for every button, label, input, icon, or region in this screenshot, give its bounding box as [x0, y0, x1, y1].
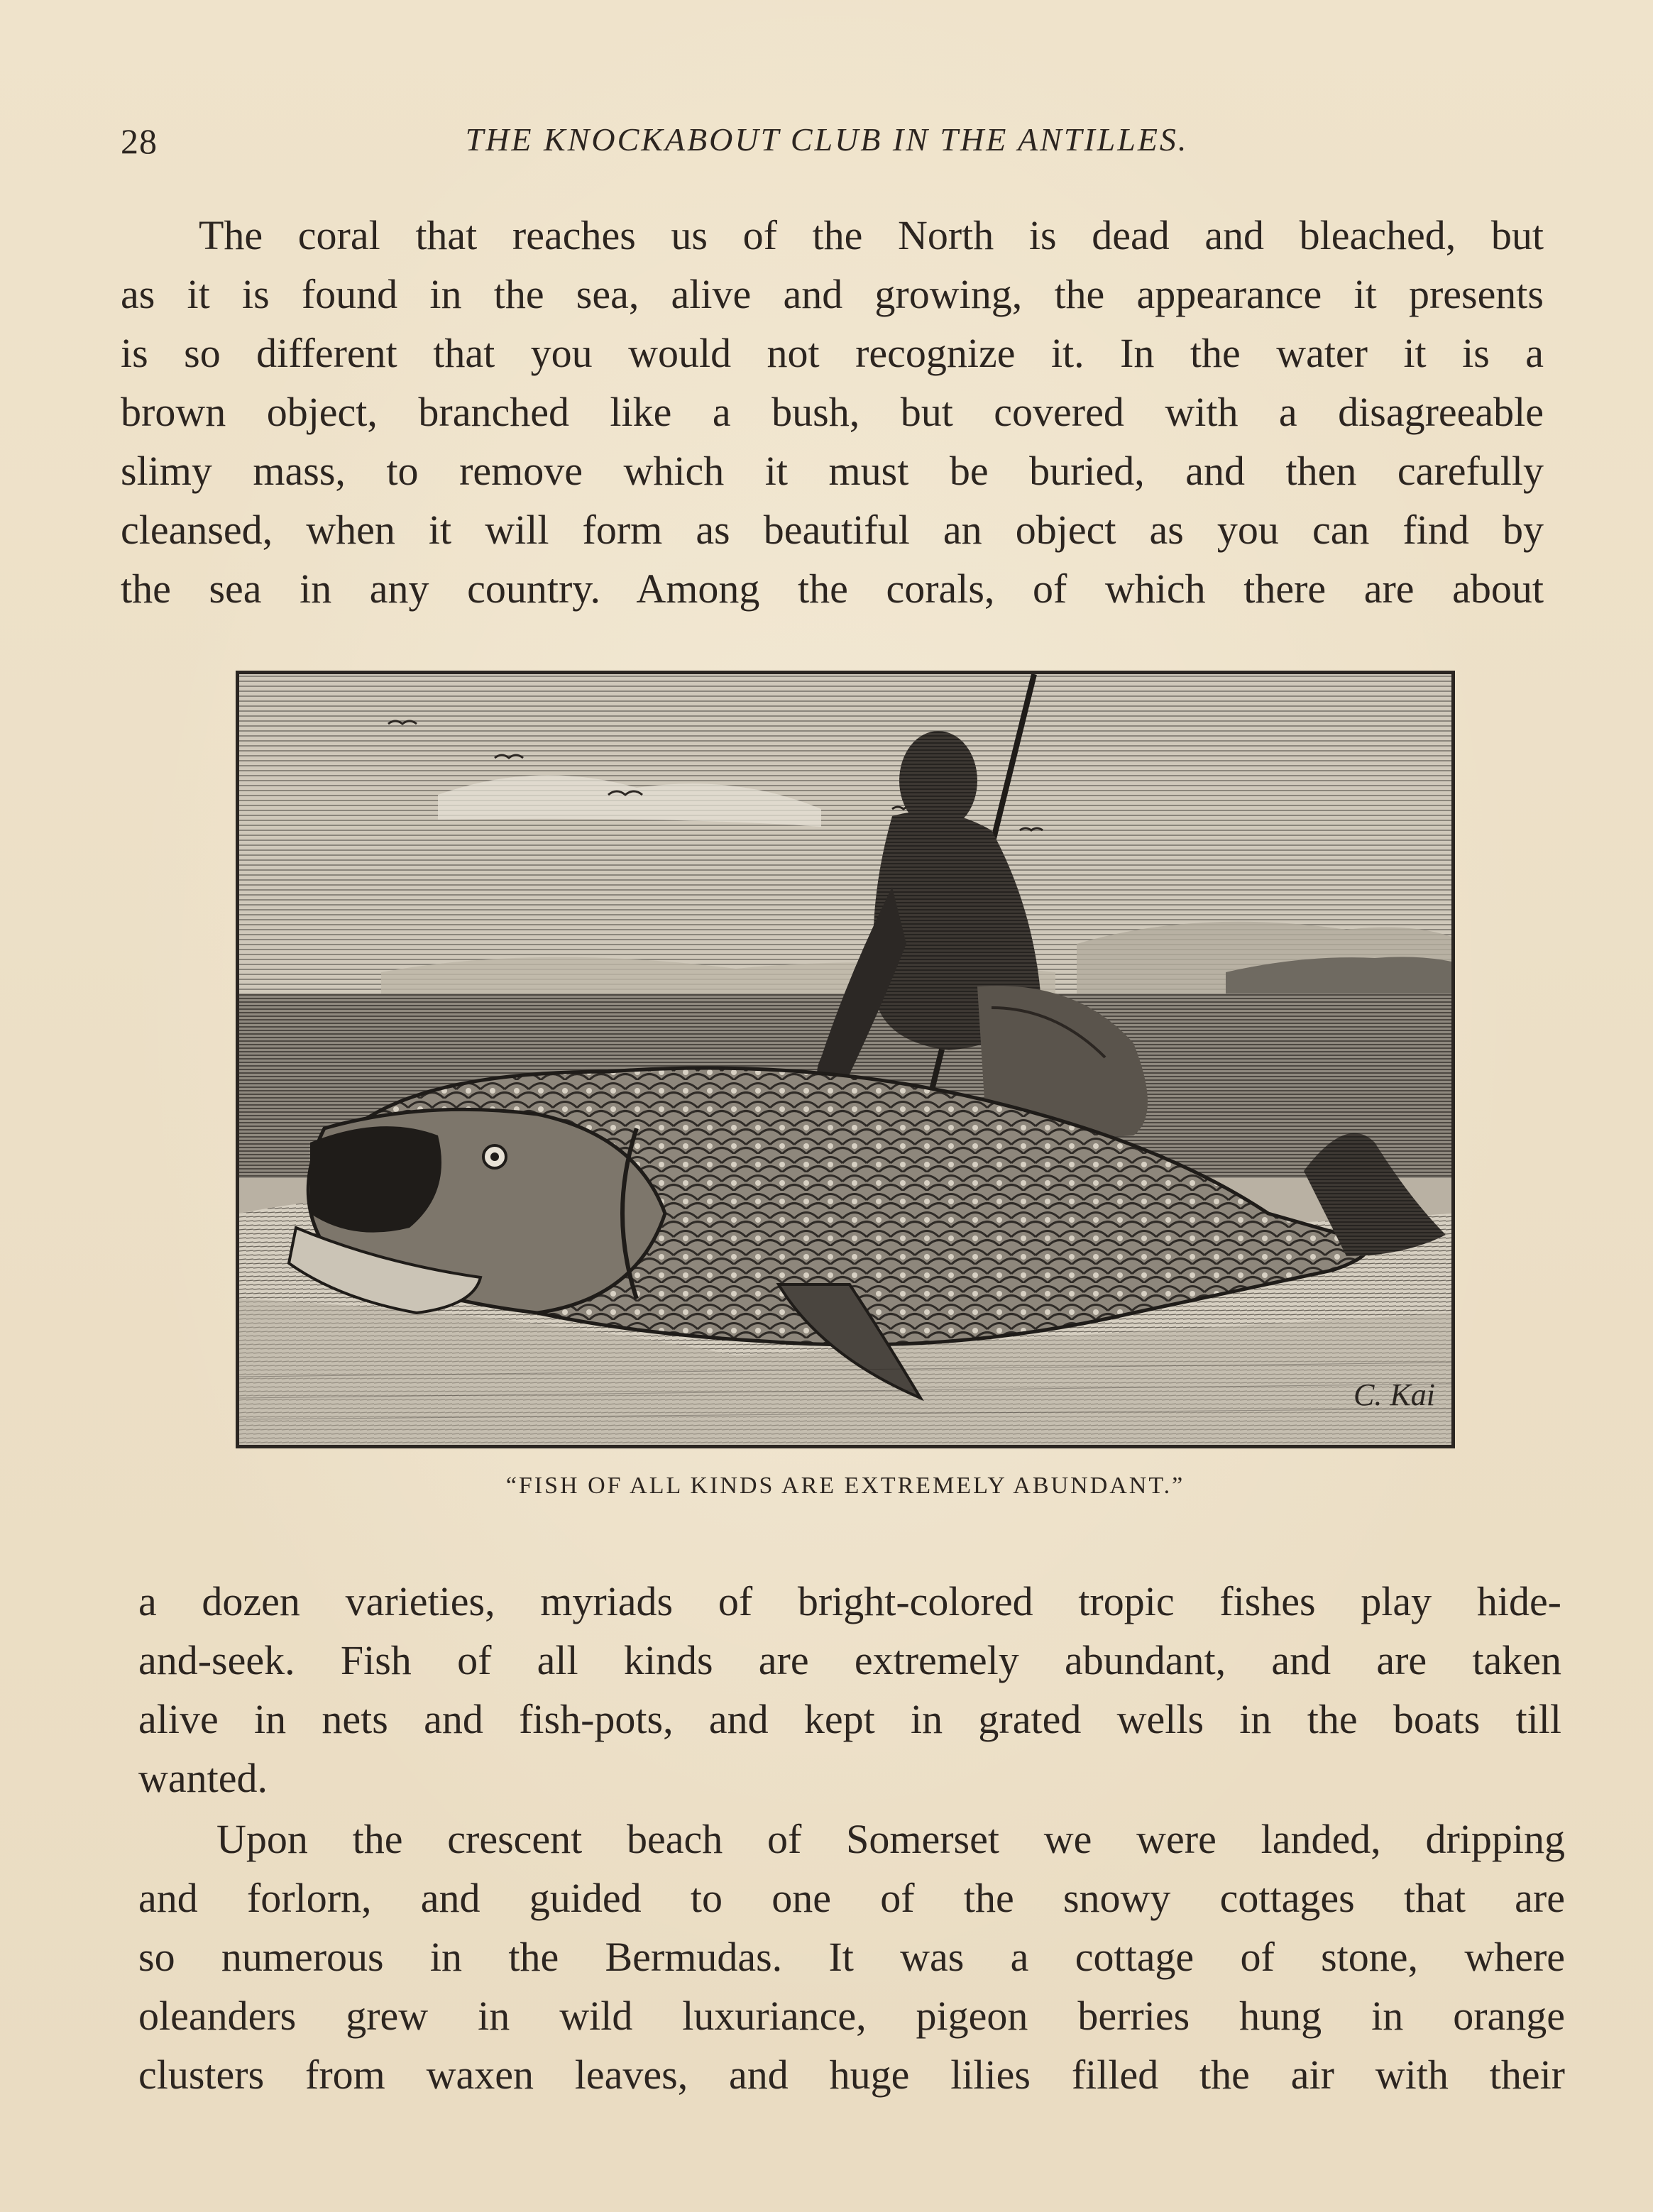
text-line: and-seek. Fish of all kinds are extremely abundant, and are taken [138, 1637, 1561, 1683]
text-line: The coral that reaches us of the North is dead and bleached, but [199, 212, 1544, 258]
text-line: alive in nets and fish-pots, and kept in grated wells in the boats till [138, 1696, 1561, 1742]
text-line: wanted. [138, 1755, 268, 1801]
text-line: is so different that you would not recognize it. In the water it is a [121, 330, 1544, 376]
text-line: cleansed, when it will form as beautiful an object as you can find by [121, 507, 1544, 553]
running-head: THE KNOCKABOUT CLUB IN THE ANTILLES. [465, 121, 1189, 158]
text-line: brown object, branched like a bush, but covered with a disagreeable [121, 389, 1544, 435]
artist-signature: C. Kai [1353, 1377, 1435, 1412]
engraving-illustration [236, 671, 1455, 1448]
text-line: as it is found in the sea, alive and growing, the appearance it presents [121, 271, 1544, 317]
paragraph-3 [138, 1810, 1565, 2104]
text-line: a dozen varieties, myriads of bright-colored tropic fishes play hide- [138, 1578, 1561, 1624]
text-line: slimy mass, to remove which it must be buried, and then carefully [121, 448, 1544, 494]
text-line: and forlorn, and guided to one of the snowy cottages that are [138, 1875, 1565, 1921]
text-line: oleanders grew in wild luxuriance, pigeon berries hung in orange [138, 1993, 1565, 2039]
text-line: so numerous in the Bermudas. It was a cottage of stone, where [138, 1934, 1565, 1980]
text-line: the sea in any country. Among the corals, of which there are about [121, 566, 1544, 612]
paragraph-2 [138, 1572, 1561, 1807]
page-number: 28 [121, 121, 158, 161]
text-line: Upon the crescent beach of Somerset we were landed, dripping [216, 1816, 1565, 1862]
page-header [121, 121, 1533, 170]
text-line: clusters from waxen leaves, and huge lilies filled the air with their [138, 2052, 1565, 2098]
figure-caption: “FISH OF ALL KINDS ARE EXTREMELY ABUNDANT.” [505, 1473, 1185, 1499]
paragraph-1 [121, 206, 1544, 618]
